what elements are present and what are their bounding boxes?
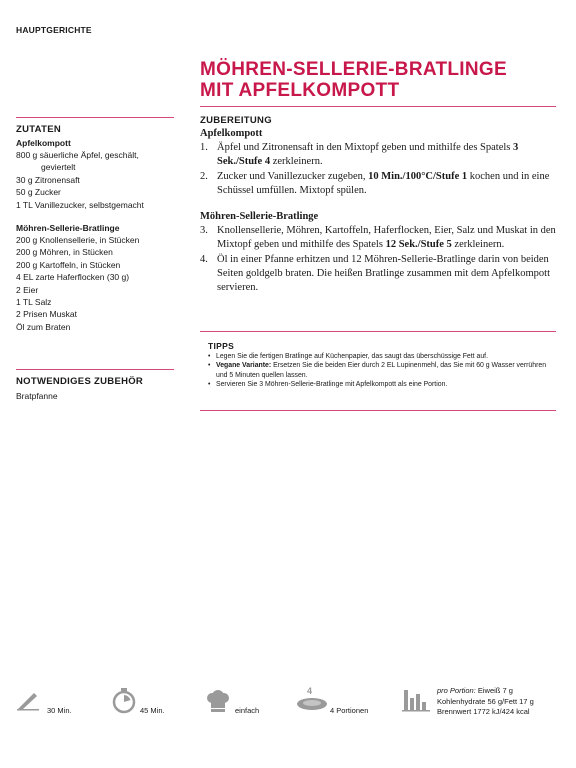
- portions-number: 4: [307, 686, 313, 696]
- ingredient-item: [16, 246, 181, 258]
- total-time: 45 Min.: [140, 706, 165, 715]
- ingredient-text-continued: geviertelt: [41, 162, 76, 173]
- plate-icon: [296, 697, 328, 711]
- stopwatch-icon: [112, 688, 136, 714]
- equipment-heading: NOTWENDIGES ZUBEHÖR: [16, 376, 144, 387]
- equipment-section: [16, 376, 181, 402]
- prep-time: 30 Min.: [47, 706, 72, 715]
- ingredient-group-name: Apfelkompott: [16, 138, 71, 148]
- ingredient-text: 2 Eier: [16, 284, 39, 295]
- step-setting: 12 Sek./Stufe 5: [385, 239, 452, 251]
- tip-text: Servieren Sie 3 Möhren-Sellerie-Bratlinge mit Apfelkompott als eine Portion.: [216, 380, 448, 388]
- nutrition-chart-icon: [402, 688, 430, 712]
- tips-top-rule: [200, 331, 556, 332]
- ingredient-item: [16, 284, 181, 296]
- ingredient-text: 50 g Zucker: [16, 187, 61, 198]
- tip-label: Vegane Variante:: [216, 362, 272, 370]
- ingredient-item: [16, 308, 181, 320]
- recipe-title-line-1: MÖHREN-SELLERIE-BRATLINGE: [200, 59, 507, 80]
- preparation-sections: [200, 128, 556, 296]
- ingredients-section: [16, 124, 181, 333]
- ingredient-item: [16, 149, 181, 174]
- bullet-icon: •: [208, 353, 211, 360]
- preparation-subheading: Apfelkompott: [200, 128, 263, 139]
- ingredient-groups: [16, 138, 181, 333]
- preparation-section: [200, 115, 556, 296]
- chef-hat-icon: [206, 690, 230, 712]
- ingredient-text: 2 Prisen Muskat: [16, 309, 77, 320]
- tips-section: [208, 341, 553, 389]
- preparation-step: [200, 253, 556, 296]
- equipment-top-rule: [16, 369, 174, 370]
- ingredient-item: [16, 234, 181, 246]
- preparation-step: [200, 224, 556, 253]
- tips-bottom-rule: [200, 410, 556, 411]
- knife-icon: [16, 690, 40, 712]
- difficulty: einfach: [235, 706, 260, 715]
- step-number: 3.: [200, 225, 208, 237]
- tip-text: Ersetzen Sie die beiden Eier durch 2 EL Lupinenmehl, das Sie mit 60 g Wasser verrühren und 5 Minuten quellen lassen.: [216, 362, 547, 379]
- ingredient-text: 1 TL Vanillezucker, selbstgemacht: [16, 199, 144, 210]
- ingredient-text: 200 g Möhren, in Stücken: [16, 247, 113, 258]
- recipe-title: [200, 59, 560, 101]
- nutrition-info: [437, 686, 534, 718]
- tips-list: [208, 352, 553, 389]
- step-text-end: zerkleinern.: [451, 239, 505, 251]
- tips-heading: TIPPS: [208, 341, 235, 351]
- ingredient-item: [16, 186, 181, 198]
- ingredient-text: 800 g säuerliche Äpfel, geschält,: [16, 150, 139, 160]
- ingredient-item: [16, 199, 181, 211]
- ingredient-text: 200 g Knollensellerie, in Stücken: [16, 235, 140, 246]
- step-text: Zucker und Vanillezucker zugeben,: [217, 170, 369, 182]
- bullet-icon: •: [208, 362, 211, 370]
- ingredient-text: 4 EL zarte Haferflocken (30 g): [16, 272, 130, 283]
- tip-item: [208, 352, 553, 361]
- ingredient-item: [16, 296, 181, 308]
- ingredient-item: [16, 174, 181, 186]
- step-number: 2.: [200, 170, 208, 182]
- ingredient-item: [16, 321, 181, 333]
- nutrition-line-1: [437, 686, 534, 697]
- tip-item: [208, 380, 553, 389]
- ingredient-list: [16, 149, 181, 211]
- step-number: 4.: [200, 253, 208, 265]
- ingredient-text: Öl zum Braten: [16, 321, 71, 332]
- ingredient-group-name: Möhren-Sellerie-Bratlinge: [16, 223, 120, 234]
- nutrition-label: pro Portion:: [437, 686, 476, 695]
- ingredient-item: [16, 271, 181, 283]
- nutrition-protein: Eiweiß 7 g: [477, 686, 513, 695]
- preparation-steps: [200, 224, 556, 295]
- ingredient-text: 200 g Kartoffeln, in Stücken: [16, 259, 121, 270]
- nutrition-line-2: Kohlenhydrate 56 g/Fett 17 g: [437, 696, 534, 706]
- step-text: Öl in einer Pfanne erhitzen und 12 Möhren-Sellerie-Bratlinge darin von beiden Seiten goldgelb braten. Die heißen Bratlinge zusammen mit dem Apfelkompott servieren.: [217, 253, 551, 294]
- ingredients-heading: ZUTATEN: [16, 124, 62, 135]
- ingredient-text: 1 TL Salz: [16, 297, 52, 308]
- nutrition-line-3: Brennwert 1772 kJ/424 kcal: [437, 707, 530, 716]
- ingredient-text: 30 g Zitronensaft: [16, 174, 80, 185]
- step-setting: 3 Sek./Stufe 4: [217, 142, 519, 168]
- preparation-step: [200, 170, 556, 199]
- step-number: 1.: [200, 142, 208, 153]
- step-text-end: zerkleinern.: [270, 156, 323, 168]
- ingredient-list: [16, 234, 181, 333]
- equipment-item: Bratpfanne: [16, 391, 58, 401]
- step-text-end: kochen und in eine Schüssel umfüllen. Mixtopf spülen.: [217, 170, 550, 196]
- tip-text: Legen Sie die fertigen Bratlinge auf Küchenpapier, das saugt das überschüssige Fett auf.: [216, 353, 488, 360]
- step-setting: 10 Min./100°C/Stufe 1: [368, 170, 468, 182]
- step-text: Äpfel und Zitronensaft in den Mixtopf geben und mithilfe des Spatels: [217, 142, 513, 153]
- category-label: HAUPTGERICHTE: [16, 25, 92, 35]
- portions: 4 Portionen: [330, 706, 369, 715]
- bullet-icon: •: [208, 380, 211, 388]
- preparation-subheading: Möhren-Sellerie-Bratlinge: [200, 211, 319, 223]
- preparation-heading: ZUBEREITUNG: [200, 115, 272, 126]
- tip-item: [208, 361, 553, 380]
- ingredient-item: [16, 259, 181, 271]
- preparation-steps: [200, 141, 556, 198]
- ingredients-top-rule: [16, 117, 174, 118]
- step-text: Knollensellerie, Möhren, Kartoffeln, Haferflocken, Eier, Salz und Muskat in den Mixtopf geben und mithilfe des Spatels: [217, 225, 556, 251]
- preparation-top-rule: [200, 106, 556, 107]
- recipe-title-line-2: MIT APFELKOMPOTT: [200, 80, 400, 101]
- preparation-step: [200, 141, 556, 170]
